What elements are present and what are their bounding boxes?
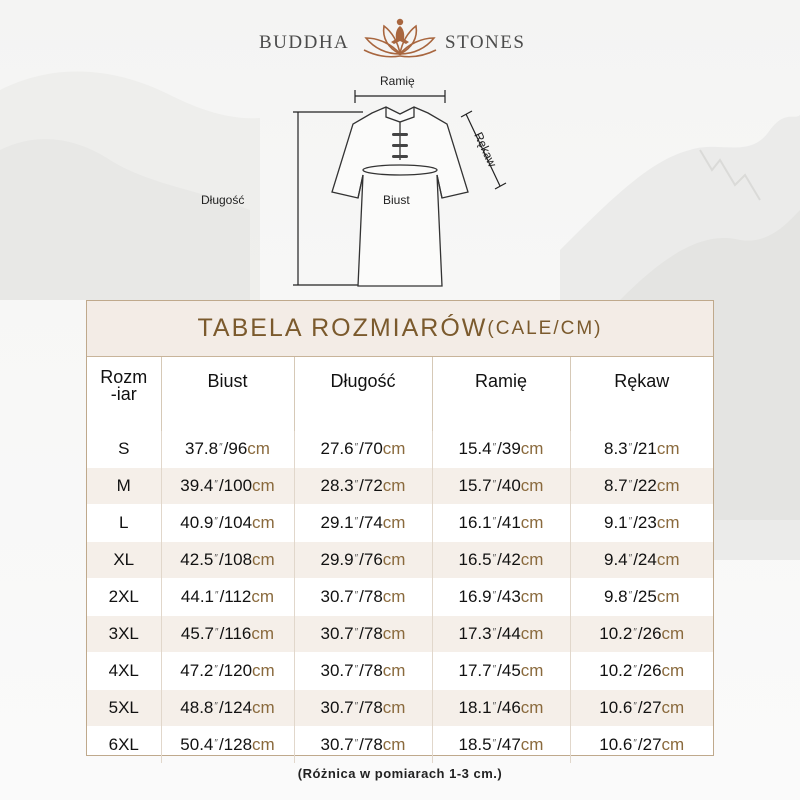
bust-inch-value: 39.4 — [180, 476, 214, 495]
length-inch-value: 30.7 — [320, 587, 354, 606]
bust-inch-value: 47.2 — [180, 661, 214, 680]
table-row — [87, 468, 713, 505]
bust-cm-value: /104 — [218, 513, 253, 532]
table-row — [87, 616, 713, 653]
header-sleeve: Rękaw — [570, 357, 713, 431]
length-cm-value: /78 — [359, 735, 383, 754]
table-row — [87, 542, 713, 579]
header-size-text: Rozm -iar — [100, 367, 148, 404]
inch-mark: ″ — [214, 479, 218, 490]
shoulder-inch-value: 17.3 — [458, 624, 492, 643]
brand-name-right: STONES — [445, 32, 526, 53]
header-shoulder: Ramię — [432, 357, 570, 431]
sleeve-cell — [570, 579, 713, 616]
size-cell: XL — [87, 542, 161, 579]
size-cell: 4XL — [87, 653, 161, 690]
inch-mark: ″ — [492, 664, 497, 675]
lotus-meditation-icon — [358, 8, 442, 64]
inch-mark: ″ — [633, 701, 637, 712]
cm-unit: cm — [520, 661, 544, 680]
length-cell — [294, 468, 432, 505]
cm-unit: cm — [382, 476, 406, 495]
inch-mark: ″ — [628, 479, 633, 490]
inch-mark: ″ — [354, 479, 359, 490]
bust-cm-value: /112 — [219, 587, 252, 606]
length-cm-value: /78 — [359, 661, 383, 680]
size-cell: M — [87, 468, 161, 505]
bust-inch-value: 37.8 — [185, 439, 219, 458]
inch-mark: ″ — [214, 701, 218, 712]
sleeve-cm-value: /25 — [633, 587, 657, 606]
cm-unit: cm — [382, 735, 406, 754]
inch-mark: ″ — [215, 627, 219, 638]
bust-inch-value: 45.7 — [180, 624, 215, 643]
size-cell: 6XL — [87, 727, 161, 764]
cm-unit: cm — [382, 661, 406, 680]
cm-unit: cm — [656, 513, 680, 532]
length-cm-value: /74 — [359, 513, 383, 532]
inch-mark: ″ — [633, 664, 637, 675]
shoulder-inch-value: 18.5 — [458, 735, 492, 754]
size-cell: 2XL — [87, 579, 161, 616]
brand-logo[interactable] — [0, 8, 800, 68]
length-cm-value: /78 — [359, 624, 383, 643]
cm-unit: cm — [520, 476, 544, 495]
cm-unit: cm — [382, 587, 406, 606]
bust-cm-value: /128 — [218, 735, 253, 754]
shoulder-cm-value: /46 — [497, 698, 521, 717]
cm-unit: cm — [252, 476, 275, 495]
table-row — [87, 727, 713, 764]
size-cell: S — [87, 431, 161, 468]
table-row — [87, 579, 713, 616]
bust-cell — [161, 431, 294, 468]
length-cell — [294, 727, 432, 764]
inch-mark: ″ — [354, 553, 359, 564]
length-cell — [294, 616, 432, 653]
table-row — [87, 431, 713, 468]
shoulder-cell — [432, 727, 570, 764]
bust-cm-value: /100 — [218, 476, 253, 495]
length-cm-value: /76 — [359, 550, 383, 569]
sleeve-cell — [570, 653, 713, 690]
sleeve-cell — [570, 542, 713, 579]
inch-mark: ″ — [214, 516, 218, 527]
inch-mark: ″ — [354, 590, 359, 601]
length-inch-value: 30.7 — [320, 698, 354, 717]
bust-cell — [161, 616, 294, 653]
length-cell — [294, 579, 432, 616]
length-cm-value: /78 — [359, 698, 383, 717]
cm-unit: cm — [252, 550, 275, 569]
shoulder-label: Ramię — [380, 74, 415, 88]
cm-unit: cm — [520, 513, 544, 532]
length-cell — [294, 542, 432, 579]
table-title — [87, 301, 713, 357]
sleeve-cell — [570, 616, 713, 653]
bust-cm-value: /124 — [218, 698, 253, 717]
sleeve-inch-value: 9.4 — [604, 550, 628, 569]
inch-mark: ″ — [492, 701, 497, 712]
shoulder-cell — [432, 542, 570, 579]
length-cm-value: /70 — [359, 439, 383, 458]
sleeve-cell — [570, 690, 713, 727]
table-row — [87, 505, 713, 542]
cm-unit: cm — [661, 624, 685, 643]
inch-mark: ″ — [354, 701, 359, 712]
sleeve-inch-value: 10.2 — [599, 661, 633, 680]
shoulder-inch-value: 15.7 — [458, 476, 492, 495]
shoulder-inch-value: 16.9 — [458, 587, 492, 606]
inch-mark: ″ — [214, 664, 218, 675]
table-title-unit: (CALE/CM) — [487, 317, 603, 339]
sleeve-cm-value: /22 — [633, 476, 657, 495]
shoulder-cell — [432, 690, 570, 727]
cm-unit: cm — [382, 698, 406, 717]
inch-mark: ″ — [628, 553, 633, 564]
inch-mark: ″ — [492, 590, 497, 601]
sleeve-cell — [570, 727, 713, 764]
cm-unit: cm — [661, 698, 685, 717]
cm-unit: cm — [382, 624, 406, 643]
bust-cm-value: /96 — [223, 439, 248, 458]
sleeve-inch-value: 10.6 — [599, 735, 633, 754]
header-size — [87, 357, 161, 431]
shoulder-cell — [432, 468, 570, 505]
sleeve-inch-value: 10.6 — [599, 698, 633, 717]
sleeve-cell — [570, 431, 713, 468]
header-length: Długość — [294, 357, 432, 431]
cm-unit: cm — [520, 698, 544, 717]
sleeve-inch-value: 8.7 — [604, 476, 628, 495]
sleeve-cm-value: /24 — [633, 550, 657, 569]
inch-mark: ″ — [628, 442, 633, 453]
measurement-note: (Różnica w pomiarach 1-3 cm.) — [297, 766, 503, 781]
shoulder-cm-value: /41 — [497, 513, 521, 532]
shoulder-cm-value: /40 — [497, 476, 521, 495]
length-inch-value: 30.7 — [320, 624, 354, 643]
length-label: Długość — [201, 193, 245, 207]
length-cell — [294, 431, 432, 468]
bust-cell — [161, 579, 294, 616]
garment-illustration — [0, 60, 800, 300]
cm-unit: cm — [520, 624, 544, 643]
table-header-row — [87, 357, 713, 431]
inch-mark: ″ — [492, 479, 497, 490]
sleeve-inch-value: 8.3 — [604, 439, 628, 458]
cm-unit: cm — [382, 550, 406, 569]
length-cell — [294, 653, 432, 690]
cm-unit: cm — [656, 550, 680, 569]
length-cm-value: /72 — [359, 476, 383, 495]
length-inch-value: 29.9 — [320, 550, 354, 569]
inch-mark: ″ — [214, 738, 218, 749]
inch-mark: ″ — [354, 664, 359, 675]
cm-unit: cm — [382, 439, 406, 458]
inch-mark: ″ — [628, 590, 633, 601]
cm-unit: cm — [656, 476, 680, 495]
size-cell: 3XL — [87, 616, 161, 653]
bust-cm-value: /120 — [218, 661, 253, 680]
cm-unit: cm — [252, 513, 275, 532]
sleeve-cm-value: /27 — [637, 698, 662, 717]
size-cell: 5XL — [87, 690, 161, 727]
length-inch-value: 27.6 — [320, 439, 354, 458]
length-cell — [294, 690, 432, 727]
table-row — [87, 690, 713, 727]
sleeve-inch-value: 9.8 — [604, 587, 628, 606]
sleeve-inch-value: 9.1 — [604, 513, 628, 532]
cm-unit: cm — [252, 661, 275, 680]
cm-unit: cm — [247, 439, 270, 458]
inch-mark: ″ — [219, 442, 223, 453]
bust-inch-value: 44.1 — [180, 587, 215, 606]
shoulder-inch-value: 17.7 — [458, 661, 492, 680]
cm-unit: cm — [656, 439, 680, 458]
inch-mark: ″ — [354, 442, 359, 453]
header-bust: Biust — [161, 357, 294, 431]
inch-mark: ″ — [354, 738, 359, 749]
bust-label: Biust — [383, 193, 410, 207]
size-chart-table — [86, 300, 714, 756]
inch-mark: ″ — [492, 738, 497, 749]
length-inch-value: 28.3 — [320, 476, 354, 495]
shoulder-cell — [432, 653, 570, 690]
sleeve-cell — [570, 505, 713, 542]
shoulder-cm-value: /39 — [497, 439, 521, 458]
sleeve-cm-value: /26 — [637, 661, 662, 680]
cm-unit: cm — [251, 587, 275, 606]
bust-cell — [161, 468, 294, 505]
shoulder-inch-value: 16.5 — [458, 550, 492, 569]
cm-unit: cm — [520, 735, 544, 754]
shoulder-inch-value: 15.4 — [458, 439, 492, 458]
bust-cell — [161, 542, 294, 579]
length-inch-value: 30.7 — [320, 661, 354, 680]
sleeve-inch-value: 10.2 — [599, 624, 633, 643]
bust-cell — [161, 690, 294, 727]
shoulder-cm-value: /45 — [497, 661, 521, 680]
cm-unit: cm — [656, 587, 680, 606]
bust-inch-value: 42.5 — [180, 550, 214, 569]
inch-mark: ″ — [492, 516, 497, 527]
cm-unit: cm — [252, 735, 275, 754]
shoulder-cm-value: /42 — [497, 550, 521, 569]
length-cm-value: /78 — [359, 587, 383, 606]
inch-mark: ″ — [354, 516, 359, 527]
inch-mark: ″ — [214, 553, 218, 564]
cm-unit: cm — [382, 513, 406, 532]
bust-cm-value: /108 — [218, 550, 253, 569]
inch-mark: ″ — [215, 590, 219, 601]
inch-mark: ″ — [354, 627, 359, 638]
shoulder-cell — [432, 579, 570, 616]
shoulder-inch-value: 16.1 — [458, 513, 492, 532]
inch-mark: ″ — [492, 553, 497, 564]
inch-mark: ″ — [492, 442, 497, 453]
length-inch-value: 29.1 — [320, 513, 354, 532]
bust-cell — [161, 653, 294, 690]
bust-cell — [161, 505, 294, 542]
table-title-text: TABELA ROZMIARÓW — [197, 314, 488, 342]
brand-name-left: BUDDHA — [259, 32, 350, 53]
sleeve-label: Rękaw — [471, 130, 500, 170]
cm-unit: cm — [661, 735, 685, 754]
sleeve-cm-value: /21 — [633, 439, 657, 458]
cm-unit: cm — [520, 587, 544, 606]
garment-diagram — [0, 60, 800, 300]
shoulder-cm-value: /44 — [497, 624, 521, 643]
shoulder-cell — [432, 431, 570, 468]
cm-unit: cm — [251, 624, 275, 643]
inch-mark: ″ — [628, 516, 633, 527]
shoulder-inch-value: 18.1 — [458, 698, 492, 717]
bust-cm-value: /116 — [219, 624, 252, 643]
table-body — [87, 431, 713, 764]
shoulder-cm-value: /43 — [497, 587, 521, 606]
sleeve-cm-value: /26 — [637, 624, 662, 643]
shoulder-cell — [432, 616, 570, 653]
inch-mark: ″ — [633, 738, 637, 749]
bust-inch-value: 40.9 — [180, 513, 214, 532]
sleeve-cm-value: /23 — [633, 513, 657, 532]
cm-unit: cm — [252, 698, 275, 717]
size-table — [87, 357, 713, 763]
cm-unit: cm — [520, 550, 544, 569]
cm-unit: cm — [520, 439, 544, 458]
bust-cell — [161, 727, 294, 764]
bust-inch-value: 50.4 — [180, 735, 214, 754]
inch-mark: ″ — [492, 627, 497, 638]
sleeve-cm-value: /27 — [637, 735, 662, 754]
shoulder-cell — [432, 505, 570, 542]
sleeve-cell — [570, 468, 713, 505]
size-cell: L — [87, 505, 161, 542]
cm-unit: cm — [661, 661, 685, 680]
inch-mark: ″ — [633, 627, 637, 638]
shoulder-cm-value: /47 — [497, 735, 521, 754]
bust-inch-value: 48.8 — [180, 698, 214, 717]
length-cell — [294, 505, 432, 542]
table-row — [87, 653, 713, 690]
length-inch-value: 30.7 — [320, 735, 354, 754]
